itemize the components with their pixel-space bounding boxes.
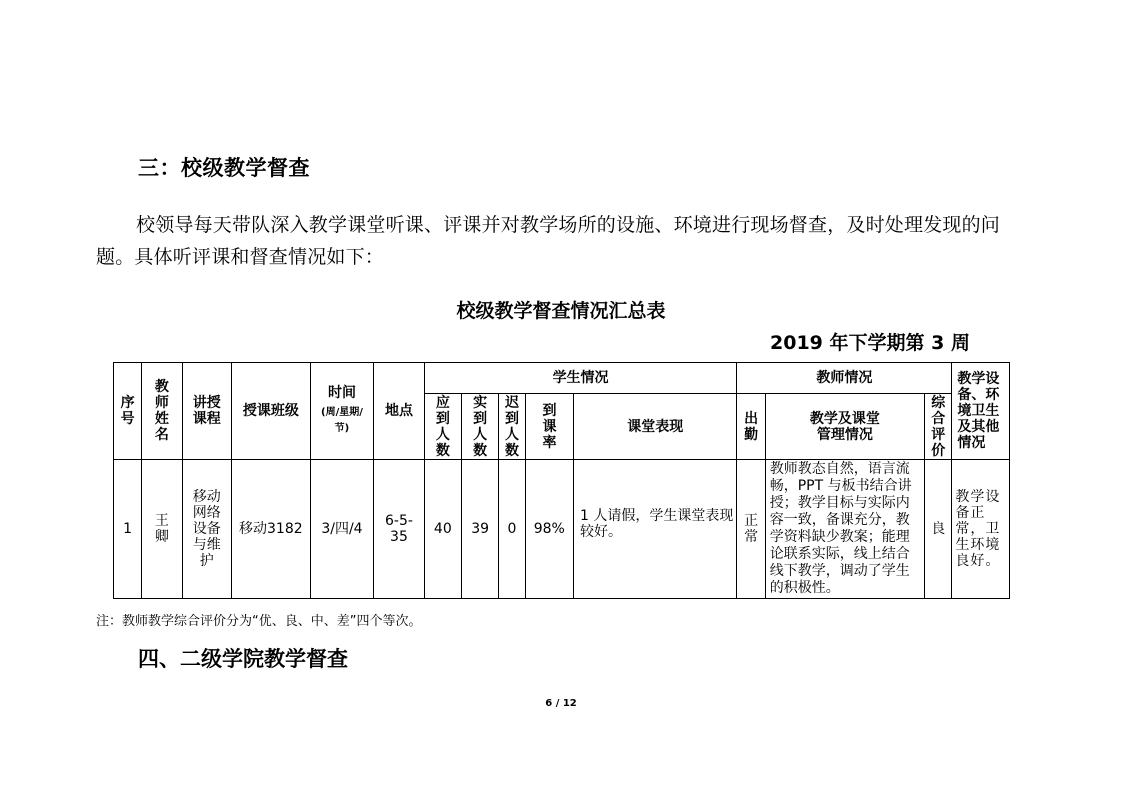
cell-rate: 98% bbox=[525, 460, 573, 599]
header-class: 授课班级 bbox=[232, 363, 311, 460]
header-management: 教学及课堂管理情况 bbox=[765, 394, 924, 460]
header-time-sub: (周/星期/节) bbox=[321, 407, 363, 434]
table-note: 注：教师教学综合评价分为“优、良、中、差”四个等次。 bbox=[96, 614, 422, 629]
cell-overall: 良 bbox=[925, 460, 952, 599]
header-time-label: 时间 bbox=[327, 385, 356, 401]
cell-management: 教师教态自然，语言流畅，PPT 与板书结合讲授；教学目标与实际内容一致，备课充分，教学资料缺少教案；能理论联系实际，线上结合线下教学，调动了学生的积极性。 bbox=[765, 460, 924, 599]
page-number: 6 / 12 bbox=[545, 698, 577, 709]
cell-seq: 1 bbox=[114, 460, 142, 599]
cell-performance: 1 人请假，学生课堂表现较好。 bbox=[573, 460, 737, 599]
header-overall: 综合评价 bbox=[925, 394, 952, 460]
header-expected: 应到人数 bbox=[424, 394, 461, 460]
section-heading-4: 四、二级学院教学督查 bbox=[138, 647, 348, 671]
header-course: 讲授课程 bbox=[182, 363, 231, 460]
cell-class: 移动3182 bbox=[232, 460, 311, 599]
week-label: 2019 年下学期第 3 周 bbox=[770, 332, 970, 354]
supervision-summary-table bbox=[113, 362, 1010, 599]
cell-time: 3/四/4 bbox=[310, 460, 374, 599]
header-location: 地点 bbox=[374, 363, 424, 460]
cell-attendance: 正常 bbox=[737, 460, 765, 599]
header-student-group: 学生情况 bbox=[424, 363, 737, 394]
header-teacher: 教师姓名 bbox=[142, 363, 182, 460]
cell-location: 6-5-35 bbox=[374, 460, 424, 599]
intro-paragraph: 校领导每天带队深入教学课堂听课、评课并对教学场所的设施、环境进行现场督查，及时处理发现的问题。具体听评课和督查情况如下： bbox=[96, 214, 1001, 268]
cell-environment: 教学设备正常，卫生环境良好。 bbox=[952, 460, 1010, 599]
table-title: 校级教学督查情况汇总表 bbox=[456, 300, 666, 322]
header-actual: 实到人数 bbox=[462, 394, 499, 460]
header-attendance: 出勤 bbox=[737, 394, 765, 460]
header-time bbox=[310, 363, 374, 460]
header-seq: 序号 bbox=[114, 363, 142, 460]
cell-actual: 39 bbox=[462, 460, 499, 599]
header-rate: 到课率 bbox=[525, 394, 573, 460]
cell-expected: 40 bbox=[424, 460, 461, 599]
cell-teacher: 王卿 bbox=[142, 460, 182, 599]
header-teacher-group: 教师情况 bbox=[737, 363, 952, 394]
cell-course: 移动网络设备与维护 bbox=[182, 460, 231, 599]
header-environment: 教学设备、环境卫生及其他情况 bbox=[952, 363, 1010, 460]
header-performance: 课堂表现 bbox=[573, 394, 737, 460]
section-heading-3: 三：校级教学督查 bbox=[138, 156, 310, 180]
header-late: 迟到人数 bbox=[499, 394, 525, 460]
cell-late: 0 bbox=[499, 460, 525, 599]
